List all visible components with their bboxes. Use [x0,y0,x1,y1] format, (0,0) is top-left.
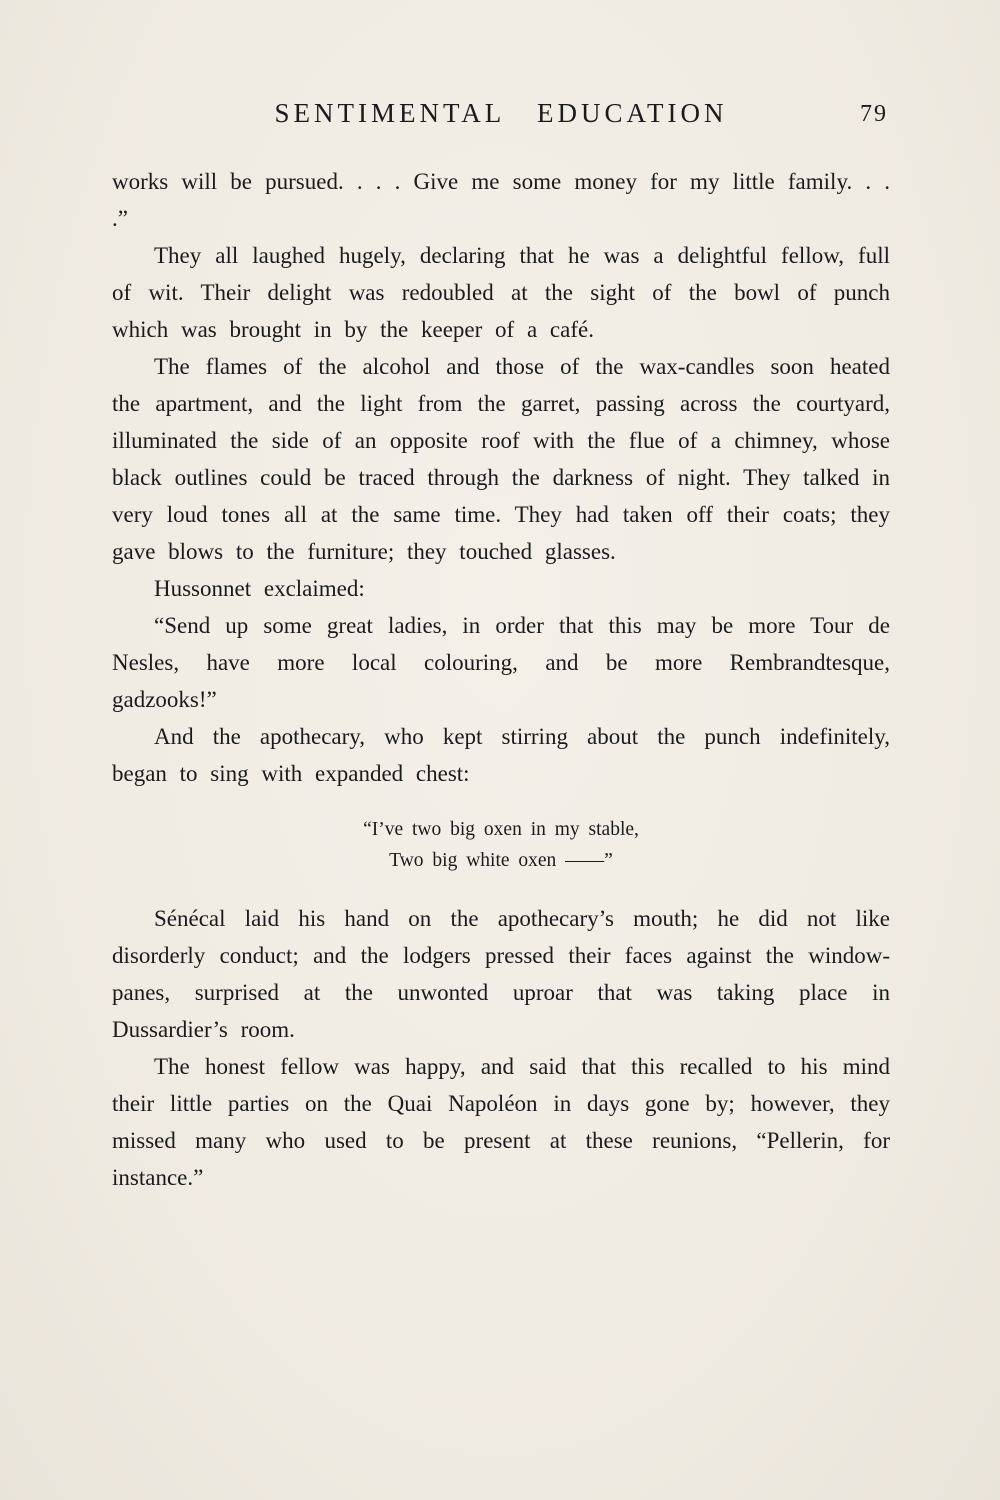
running-head [112,98,890,129]
page-content [112,98,890,1196]
body-text [112,163,890,1196]
body-paragraph: “Send up some great ladies, in order that this may be more Tour de Nesles, have more local colouring, and be more Rembrandtesque, gadzooks!” [112,613,890,712]
body-paragraph: Sénécal laid his hand on the apothecary’s mouth; he did not like disorderly conduct; and the lodgers pressed their faces against the window-panes, surprised at the unwonted uproar that was taking place in Dussardier’s room. [112,906,890,1042]
body-paragraph: They all laughed hugely, declaring that he was a delightful fellow, full of wit. Their delight was redoubled at the sight of the bowl of punch which was brought in by the keeper of a café. [112,243,890,342]
body-paragraph: works will be pursued. . . . Give me some money for my little family. . . .” [112,169,890,231]
page-number: 79 [860,101,888,127]
body-paragraph: The flames of the alcohol and those of the wax-candles soon heated the apartment, and the light from the garret, passing across the courtyard, illuminated the side of an opposite roof with the flue of a chimney, whose black outlines could be traced through the darkness of night. They talked in very loud tones all at the same time. They had taken off their coats; they gave blows to the furniture; they touched glasses. [112,354,890,564]
verse-line: Two big white oxen ——” [389,850,613,871]
body-paragraph: And the apothecary, who kept stirring about the punch indefinitely, began to sing with expanded chest: [112,724,890,786]
verse-line: “I’ve two big oxen in my stable, [363,819,639,840]
page-title: SENTIMENTAL EDUCATION [274,98,728,128]
body-paragraph: Hussonnet exclaimed: [154,576,365,601]
body-paragraph: The honest fellow was happy, and said that this recalled to his mind their little parties on the Quai Napoléon in days gone by; however, they missed many who used to be present at these reunions, “Pellerin, for instance.” [112,1054,890,1190]
verse-block [112,814,890,876]
